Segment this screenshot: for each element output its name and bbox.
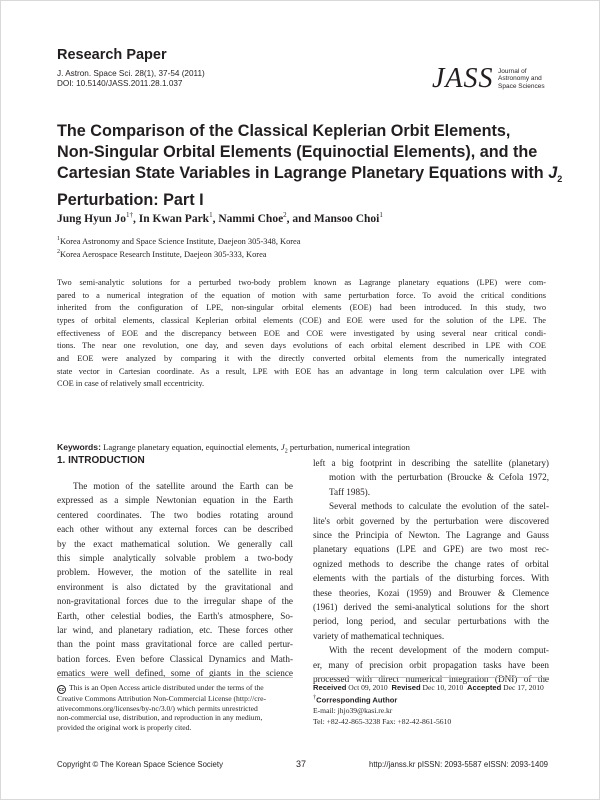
corresponding-phone: Tel: +82-42-865-3238 Fax: +82-42-861-5610 — [313, 716, 452, 726]
abstract-line: inherited from the configuration of LPE, non-singular orbital elements (EOE) had been introduced. In this study, two — [57, 303, 546, 313]
author-name: Jung Hyun Jo — [57, 212, 127, 225]
body-line: elements with the partials of the disturbing forces. With — [313, 573, 549, 584]
license-line: non-commercial use, distribution, and reproduction in any medium, — [57, 713, 263, 723]
corresponding-author — [313, 693, 549, 706]
body-line: Earth, other celestial bodies, the Earth's atmosphere, So- — [57, 610, 293, 621]
abstract-line: COE in case of relatively small eccentricity. — [57, 379, 205, 389]
affiliation — [57, 236, 300, 246]
article-type-label: Research Paper — [57, 47, 167, 63]
page-number: 37 — [296, 759, 307, 769]
license-line: ativecommons.org/licenses/by-nc/3.0/) which permits unrestricted — [57, 703, 258, 713]
title-j-symbol: J — [548, 164, 558, 182]
logo-sub-line: Space Sciences — [498, 82, 545, 90]
body-line: lar wind, and planetary radiation, etc. These forces other — [57, 625, 293, 636]
author-name: , Nammi Choe — [212, 212, 284, 225]
accepted-label: Accepted — [467, 683, 502, 692]
title-line: Non-Singular Orbital Elements (Equinoctial Elements), and the — [57, 143, 538, 161]
keywords — [57, 442, 547, 455]
abstract-line: tions. The near one revolution, one day, and seven days evolutions of each orbital element described in LPE with COE — [57, 341, 546, 351]
author-sup: 2 — [283, 211, 287, 219]
body-line: bation forces. Even before Classical Dynamics and Math- — [57, 653, 293, 664]
logo-sub-line: Astronomy and — [498, 75, 542, 83]
author-list — [57, 211, 383, 225]
logo-subtitle — [498, 68, 545, 90]
body-line: (1961) derived the semi-analytical solutions for the short — [313, 602, 549, 613]
affiliation-text: Korea Astronomy and Space Science Institute, Daejeon 305-348, Korea — [60, 236, 301, 246]
author-sup: 1 — [379, 211, 383, 219]
body-line: these theories, Kozai (1959) and Brouwer & Clemence — [313, 587, 549, 598]
license-line — [57, 683, 293, 694]
license-text: This is an Open Access article distributed under the terms of the — [69, 683, 264, 692]
abstract-line: effectiveness of EOE and the discrepancy between EOE and COE were investigated by using several near critical condi- — [57, 328, 546, 338]
affiliation-sup: 2 — [57, 249, 60, 255]
corresponding-email: E-mail: jhjo39@kasi.re.kr — [313, 706, 393, 716]
body-line: variety of mathematical techniques. — [313, 630, 445, 641]
body-line: lite's orbit governed by the perturbation were discovered — [313, 515, 549, 526]
copyright: Copyright © The Korean Space Science Society — [57, 760, 223, 769]
article-dates — [313, 683, 549, 693]
body-line: problem. However, the motion of the satellite in real — [57, 567, 293, 578]
author-sup: 1 — [209, 211, 213, 219]
keywords-subscript: 2 — [284, 448, 288, 455]
body-line: this simple analytically solvable problem a two-body — [57, 553, 293, 564]
body-line: Several methods to calculate the evolution of the satel- — [329, 501, 549, 512]
title-line — [57, 163, 563, 190]
keywords-text: perturbation, numerical integration — [287, 442, 410, 452]
title-text: Cartesian State Variables in Lagrange Planetary Equations with — [57, 164, 549, 182]
body-line: motion with the perturbation (Broucke & Cefola 1972, — [329, 472, 549, 483]
article-info — [313, 683, 549, 727]
affiliation-text: Korea Aerospace Research Institute, Daejeon 305-333, Korea — [60, 249, 267, 259]
journal-url-issn: http://janss.kr pISSN: 2093-5587 eISSN: 2093-1409 — [369, 760, 549, 769]
author-name: , In Kwan Park — [133, 212, 210, 225]
body-line: each other without any external forces can be described — [57, 524, 293, 535]
author-sup: 1† — [126, 211, 134, 219]
license-line: Creative Commons Attribution Non-Commercial License (http://cre- — [57, 694, 266, 703]
footnote-divider-left — [57, 677, 293, 678]
body-line: Taff 1985). — [329, 486, 371, 497]
logo-sub-line: Journal of — [498, 68, 527, 75]
keywords-j-symbol: J — [280, 442, 285, 452]
revised-label: Revised — [391, 683, 421, 692]
corresponding-label: Corresponding Author — [316, 695, 398, 705]
body-line: With the recent development of the modern comput- — [329, 645, 549, 656]
journal-logo — [432, 64, 552, 104]
received-label: Received — [313, 683, 347, 692]
license-note — [57, 683, 293, 732]
body-line: by the exact mathematical solution. We generally call — [57, 538, 293, 549]
affiliation — [57, 249, 267, 259]
abstract-line: pared to a numerical integration of the equation of motion with same perturbation force. To avoid the critical conditions — [57, 290, 546, 300]
body-line: The motion of the satellite around the Earth can be — [73, 481, 293, 491]
accepted-date: Dec 17, 2010 — [501, 683, 544, 692]
keywords-text: Lagrange planetary equation, equinoctial elements, — [100, 442, 281, 452]
license-line: provided the original work is properly cited. — [57, 722, 192, 732]
body-column-right — [313, 456, 549, 687]
abstract-line: state vector in Cartesian coordinate. As a result, LPE with EOE has an advantage in long term calculation over LPE with — [57, 366, 546, 376]
journal-citation: J. Astron. Space Sci. 28(1), 37-54 (2011) — [57, 69, 205, 78]
body-line: non-gravitational forces due to the irregular shape of the — [57, 596, 293, 607]
creative-commons-icon: cc — [58, 687, 65, 693]
body-line: environment is also dictated by the gravitational and — [57, 581, 293, 592]
body-line: ematics were well defined, some of giants in the science — [57, 668, 293, 679]
body-line: ognized methods to describe the change rates of orbital — [313, 558, 549, 569]
received-date: Oct 09, 2010 — [346, 683, 388, 692]
body-line: period, long period, and secular perturbations with the — [313, 616, 549, 627]
keywords-label: Keywords: — [57, 442, 101, 452]
body-line: since the Principia of Newton. The Lagrange and Gauss — [313, 530, 549, 541]
body-line: er, many of precision orbit propagation tasks have been — [313, 659, 549, 670]
abstract — [57, 277, 546, 391]
affiliation-sup: 1 — [57, 236, 60, 242]
logo-mark: JASS — [432, 63, 494, 94]
body-line: planetary equations (LPE and GPE) are two most rec- — [313, 544, 549, 555]
abstract-line: and EOE were analyzed by comparing it with the directly converted orbital elements from the numerically integrated — [57, 353, 546, 363]
body-line: centered coordinates. The two bodies rotating around — [57, 509, 293, 520]
title-subscript: 2 — [557, 174, 563, 185]
body-line: processed with direct numerical integration (DNI) of the — [313, 674, 549, 685]
author-name: , and Mansoo Choi — [286, 212, 380, 225]
doi: DOI: 10.5140/JASS.2011.28.1.037 — [57, 79, 183, 88]
body-line: than the point mass gravitational force are called pertur- — [57, 639, 293, 650]
title-line: The Comparison of the Classical Keplerian Orbit Elements, — [57, 122, 511, 140]
footnote-divider-right — [313, 677, 549, 678]
title-line: Perturbation: Part I — [57, 191, 204, 210]
body-column-left — [57, 479, 293, 681]
abstract-line: types of orbital elements, classical Keplerian orbital elements (COE) and EOE were used for the solution of the LPE. The — [57, 315, 546, 325]
section-heading: 1. INTRODUCTION — [57, 455, 145, 466]
abstract-line: Two semi-analytic solutions for a perturbed two-body problem known as Lagrange planetary equations (LPE) were com- — [57, 278, 546, 287]
paper-title — [57, 121, 563, 211]
body-line: left a big footprint in describing the satellite (planetary) — [313, 458, 549, 468]
dagger-mark: † — [313, 694, 317, 702]
revised-date: Dec 10, 2010 — [420, 683, 464, 692]
body-line: expressed as a simple Newtonian equation in the Earth — [57, 495, 293, 506]
